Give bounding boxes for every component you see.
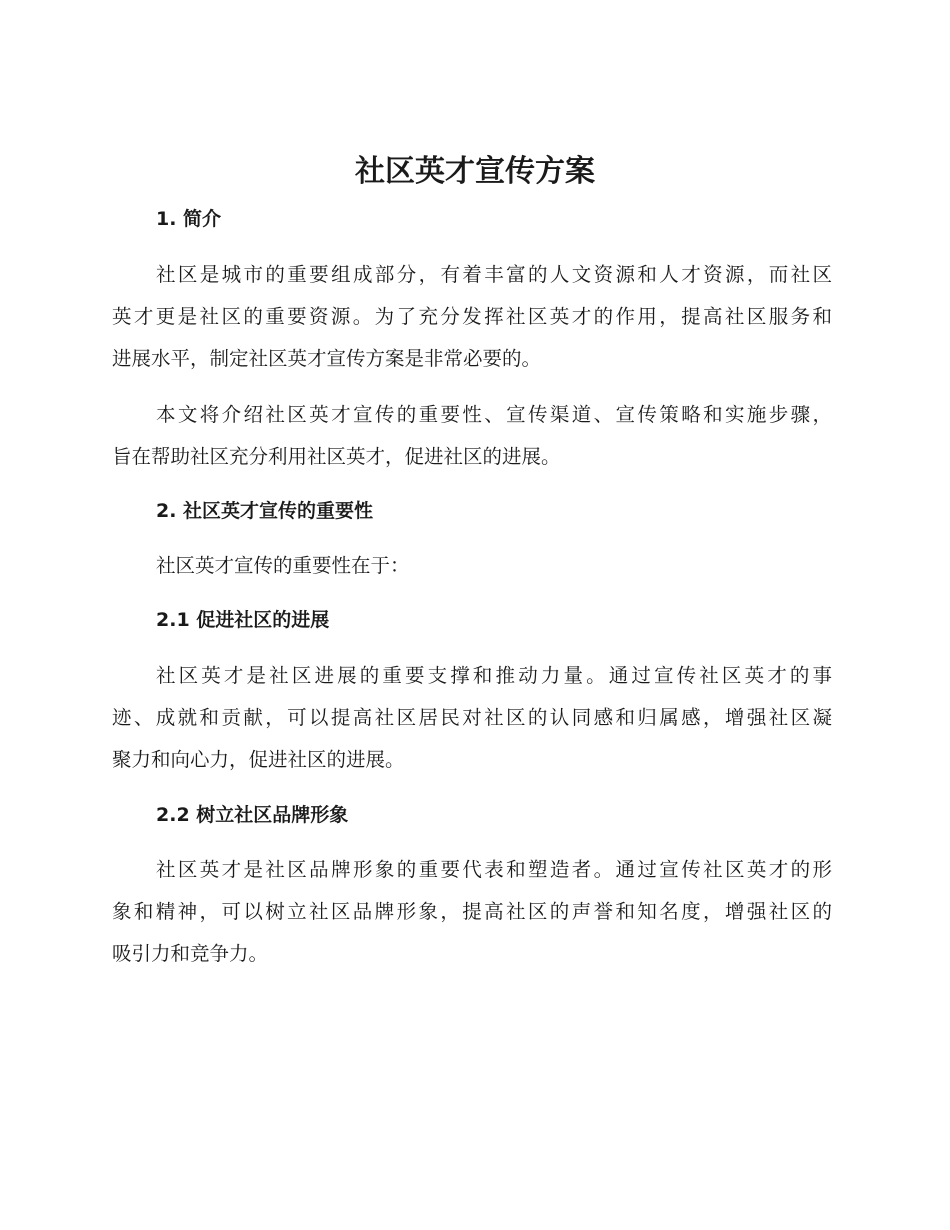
section-heading-importance: 2. 社区英才宣传的重要性 [156, 500, 374, 522]
section-heading-intro: 1. 简介 [156, 208, 222, 230]
subsection-heading-progress: 2.1 促进社区的进展 [156, 609, 330, 631]
text-line: 旨在帮助社区充分利用社区英才，促进社区的进展。 [112, 445, 561, 468]
text-line: 象和精神，可以树立社区品牌形象，提高社区的声誉和知名度，增强社区的 [112, 900, 832, 923]
text-line: 英才更是社区的重要资源。为了充分发挥社区英才的作用，提高社区服务和 [112, 305, 832, 328]
paragraph-intro-1 [112, 254, 832, 380]
text-line: 聚力和向心力，促进社区的进展。 [112, 748, 405, 771]
text-line: 社区英才是社区品牌形象的重要代表和塑造者。通过宣传社区英才的形 [156, 858, 832, 881]
document-title: 社区英才宣传方案 [355, 154, 595, 189]
paragraph-progress [112, 655, 832, 781]
paragraph-importance-intro [112, 545, 832, 587]
text-line: 吸引力和竞争力。 [112, 942, 269, 965]
text-line: 社区英才是社区进展的重要支撑和推动力量。通过宣传社区英才的事 [156, 664, 832, 687]
text-line: 迹、成就和贡献，可以提高社区居民对社区的认同感和归属感，增强社区凝 [112, 706, 832, 729]
paragraph-brand [112, 849, 832, 975]
subsection-heading-brand: 2.2 树立社区品牌形象 [156, 804, 349, 826]
text-line: 社区英才宣传的重要性在于： [156, 554, 410, 577]
text-line: 进展水平，制定社区英才宣传方案是非常必要的。 [112, 347, 542, 370]
paragraph-intro-2 [112, 394, 832, 478]
text-line: 社区是城市的重要组成部分，有着丰富的人文资源和人才资源，而社区 [156, 263, 832, 286]
text-line: 本文将介绍社区英才宣传的重要性、宣传渠道、宣传策略和实施步骤， [156, 403, 832, 426]
